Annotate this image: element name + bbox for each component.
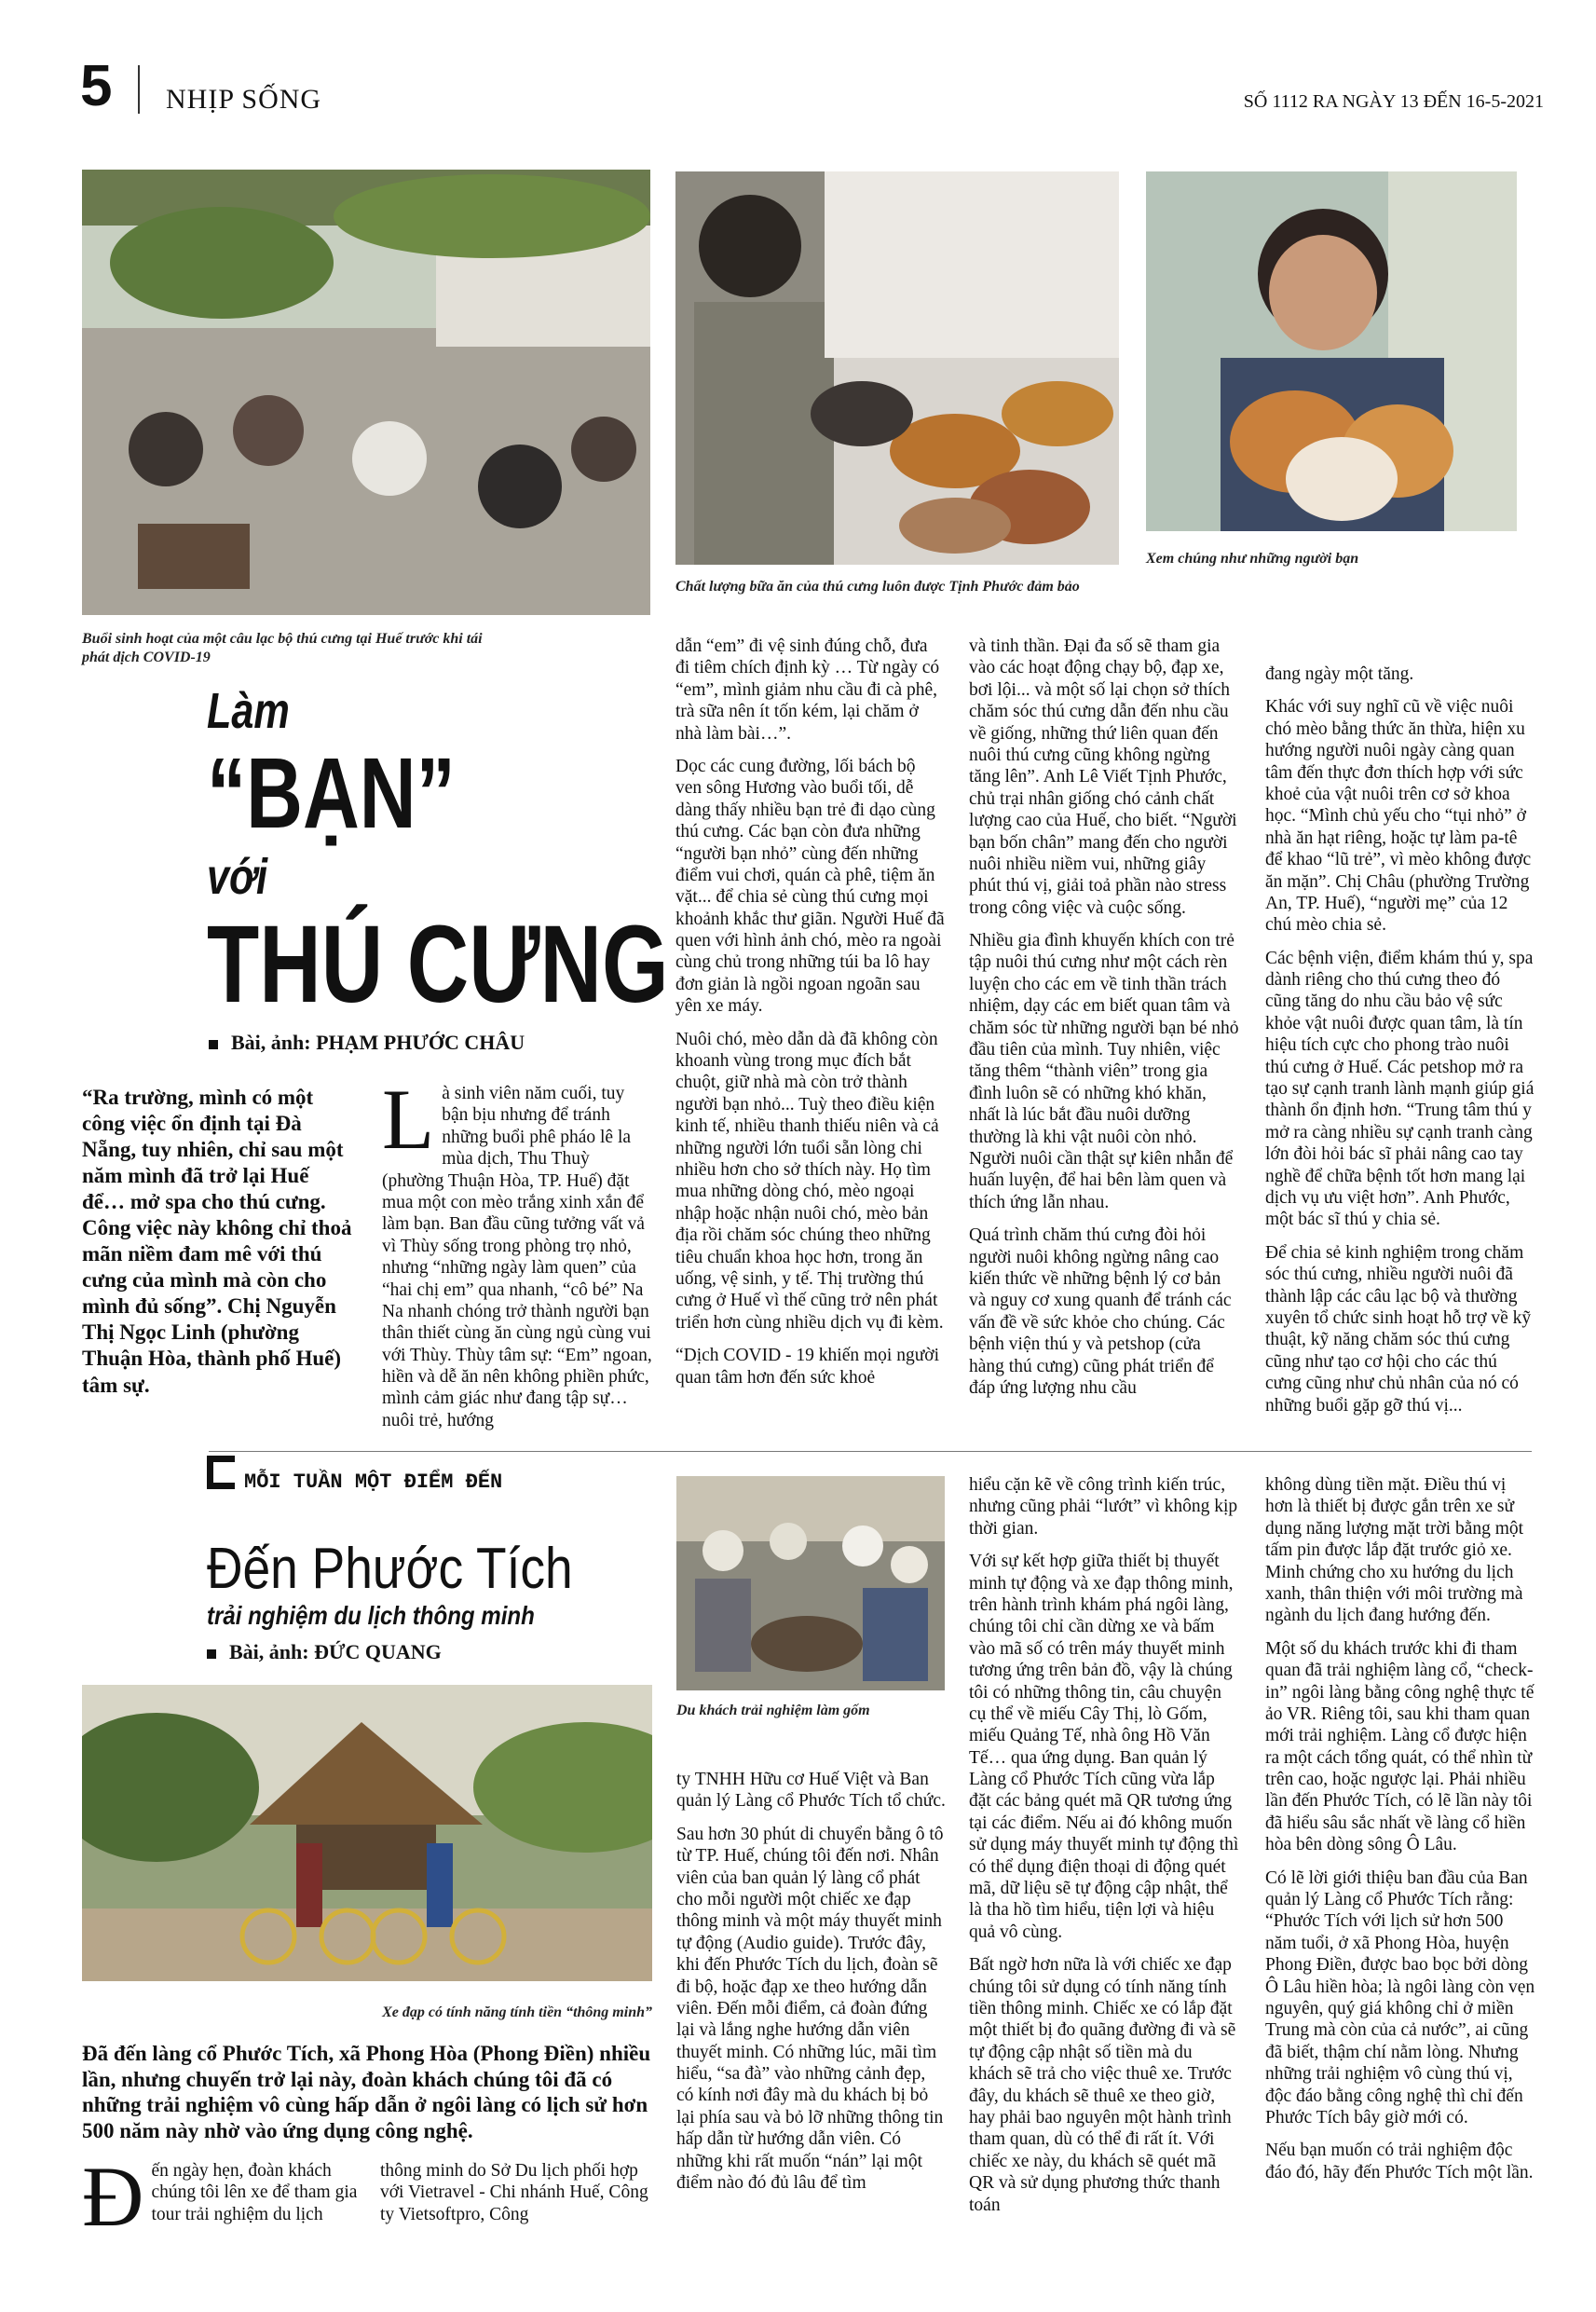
article2-col1-text: ến ngày hẹn, đoàn khách chúng tôi lên xe để tham gia tour trải nghiệm du lịch — [151, 2161, 358, 2224]
article2-col3 — [676, 1769, 947, 2205]
caption-pet-meal: Chất lượng bữa ăn của thú cưng luôn được Tịnh Phước đảm bảo — [675, 579, 1080, 595]
paragraph: Dọc các cung đường, lối bách bộ ven sông Hương vào buổi tối, dễ dàng thấy nhiều bạn trẻ đi dạo cùng thú cưng. Các bạn còn đưa những “người bạn nhỏ” cùng đến những điểm vui chơi, quán cà phê, tiệm ăn vặt... để chia sẻ cùng thú cưng mọi khoảnh khắc thư giãn. Người Huế đã quen với hình ảnh chó, mèo ra ngoài cùng chủ trong những túi ba lô hay đơn giản là ngồi ngoan ngoãn sau yên xe máy. — [675, 756, 945, 1017]
byline-article2 — [207, 1640, 442, 1664]
pullquote-article1: “Ra trường, mình có một công việc ổn định tại Đà Nẵng, tuy nhiên, chỉ sau một năm mình đã trở lại Huế để… mở spa cho thú cưng. Công việc này không chỉ thoả mãn niềm đam mê với thú cưng của mình mà còn cho mình đủ sống”. Chị Nguyễn Thị Ngọc Linh (phường Thuận Hòa, thành phố Huế) tâm sự. — [82, 1086, 352, 1397]
paragraph: Một số du khách trước khi đi tham quan đã trải nghiệm làng cổ, “check-in” ngôi làng bằng công nghệ thực tế ảo VR. Riêng tôi, sau khi tham quan mới trải nghiệm. Làng cổ được hiện ra một cách tổng quát, có thể nhìn từ trên cao, hoặc ngược lại. Phải nhiều lần đến Phước Tích, có lẽ lần này tôi đã hiểu sâu sắc nhất về làng cổ hiền hòa bên dòng sông Ô Lâu. — [1265, 1638, 1535, 1855]
paragraph: thông minh do Sở Du lịch phối hợp với Vietravel - Chi nhánh Huế, Công ty Vietsoftpro, Công — [380, 2161, 648, 2224]
caption-bicycles: Xe đạp có tính năng tính tiền “thông minh” — [382, 2004, 652, 2020]
paragraph: Các bệnh viện, điểm khám thú y, spa dành riêng cho thú cưng theo đó cũng tăng do nhu cầu bảo vệ sức khỏe vật nuôi được quan tâm, là tín hiệu tích cực cho phong trào nuôi thú cưng ở Huế. Các petshop mở ra tạo sự cạnh tranh lành mạnh giúp giá thành ổn định hơn. “Trung tâm thú y mở ra càng nhiều sự cạnh tranh càng lớn đòi hỏi bác sĩ phải nâng cao tay nghề để chữa bệnh tốt hơn mang lại dịch vụ ưu việt hơn”. Anh Phước, một bác sĩ thú y chia sẻ. — [1265, 948, 1535, 1230]
caption-puppies: Xem chúng như những người bạn — [1146, 551, 1359, 567]
article2-title: Đến Phước Tích — [207, 1537, 573, 1601]
title-thu-cung: THÚ CƯNG — [207, 903, 669, 1026]
paragraph: đang ngày một tăng. — [1265, 664, 1414, 684]
article1-col3 — [969, 636, 1239, 1410]
article-divider — [209, 1451, 1532, 1452]
photo-bicycles — [82, 1685, 652, 1981]
article1-col2 — [675, 636, 946, 1400]
paragraph: Quá trình chăm thú cưng đòi hỏi người nuôi không ngừng nâng cao kiến thức về những bệnh lý cơ bản và nguy cơ xung quanh để tránh các vấn đề về sức khỏe cho chúng. Các bệnh viện thú y và petshop (cửa hàng thú cưng) cũng phát triển để đáp ứng lượng nhu cầu — [969, 1225, 1232, 1398]
paragraph: Để chia sẻ kinh nghiệm trong chăm sóc thú cưng, nhiều người nuôi đã thành lập các câu lạc bộ và thường xuyên tổ chức sinh hoạt hỗ trợ về kỹ thuật, kỹ năng chăm sóc thú cưng cũng như tạo cơ hội cho các thú cưng cũng như chủ nhân của nó có những buổi gặp gỡ thú vị... — [1265, 1242, 1532, 1416]
paragraph: dẫn “em” đi vệ sinh đúng chỗ, đưa đi tiêm chích định kỳ … Từ ngày có “em”, mình giảm nhu cầu đi cà phê, trà sữa nên ít tốn kém, lại chăm ở nhà làm bài…”. — [675, 636, 940, 744]
paragraph: Nhiều gia đình khuyến khích con trẻ tập nuôi thú cưng như một cách rèn luyện cho các em về tinh thần trách nhiệm, dạy các em biết quan tâm và chăm sóc từ những người bạn bé nhỏ đầu tiên của mình. Tuy nhiên, việc tăng thêm “thành viên” trong gia đình luôn sẽ có những khó khăn, nhất là lúc bắt đầu nuôi dưỡng thường là khi vật nuôi còn nhỏ. Người nuôi cần thật sự kiên nhẫn để huấn luyện, để hai bên làm quen và thích ứng lẫn nhau. — [969, 931, 1239, 1212]
article1-col1 — [382, 1072, 652, 1443]
article2-col2 — [380, 2160, 656, 2237]
kicker-mot-tuan: MỖI TUẦN MỘT ĐIỂM ĐẾN — [244, 1471, 503, 1494]
caption-pet-club: Buổi sinh hoạt của một câu lạc bộ thú cưng tại Huế trước khi tái phát dịch COVID-19 — [82, 631, 483, 665]
byline-article1 — [209, 1031, 525, 1055]
header-divider — [138, 65, 140, 114]
photo-pet-club — [82, 170, 650, 615]
issue-info: SỐ 1112 RA NGÀY 13 ĐẾN 16-5-2021 — [1243, 91, 1544, 112]
paragraph: Nuôi chó, mèo dẫn dà đã không còn khoanh vùng trong mục đích bắt chuột, giữ nhà mà còn trở thành người bạn nhỏ... Tuỳ theo điều kiện kinh tế, nhiều thanh thiếu niên và cả những người lớn tuổi sẵn lòng chi nhiều hơn cho sở thích này. Họ tìm mua những dòng chó, mèo ngoại nhập hoặc nhận nuôi chó, mèo bản địa rồi chăm sóc chúng theo những tiêu chuẩn khoa học hơn, trong ăn uống, vệ sinh, y tế. Thị trường thú cưng ở Huế vì thế cũng trở nên phát triển hơn cùng nhiều dịch vụ đi kèm. — [675, 1029, 944, 1333]
paragraph: Có lẽ lời giới thiệu ban đầu của Ban quản lý Làng cổ Phước Tích rằng: “Phước Tích với lịch sử hơn 500 năm tuổi, ở xã Phong Hòa, huyện Phong Điền, được bao bọc bởi dòng Ô Lâu hiền hòa; là ngôi làng còn vẹn nguyên, quý giá không chỉ ở miền Trung mà còn của cả nước”, ai cũng đã biết, thậm chí nằm lòng. Nhưng những trải nghiệm vô cùng thú vị, độc đáo bằng công nghệ thì chỉ đến Phước Tích bây giờ mới có. — [1265, 1867, 1535, 2127]
paragraph: Với sự kết hợp giữa thiết bị thuyết minh tự động và xe đạp thông minh, trên hành trình khám phá ngôi làng, chúng tôi chỉ cần dừng xe và bấm vào mã số có trên máy thuyết minh tương ứng trên bản đồ, vậy là chúng tôi có những thông tin, câu chuyện cụ thể về miếu Cây Thị, lò Gốm, miếu Quảng Tế, nhà ông Hồ Văn Tế… qua ứng dụng. Ban quản lý Làng cổ Phước Tích cũng vừa lắp đặt các bảng quét mã QR tương ứng tại các điểm. Nếu ai đó không muốn sử dụng máy thuyết minh tự động thì có thể dụng điện thoại di động quét mã, dữ liệu sẽ tự động cập nhật, thể là tha hồ tìm hiểu, tiện lợi và hiệu quả vô cùng. — [969, 1552, 1239, 1942]
paragraph: và tinh thần. Đại đa số sẽ tham gia vào các hoạt động chạy bộ, đạp xe, bơi lội... và một số lại chọn sở thích chăm sóc thú cưng dẫn đến nhu cầu về giống, những thứ liên quan đến nuôi thú cưng cũng không ngừng tăng lên”. Anh Lê Viết Tịnh Phước, chủ trại nhân giống chó cảnh chất lượng cao của Huế, cho biết. “Người bạn bốn chân” mang đến cho người nuôi nhiều niềm vui, những giây phút thú vị, giải toả phần nào stress trong công việc và cuộc sống. — [969, 636, 1237, 918]
paragraph: Bất ngờ hơn nữa là với chiếc xe đạp chúng tôi sử dụng có tính năng tính tiền thông minh. Chiếc xe có lắp đặt một thiết bị đo quãng đường đi và sẽ tự động cập nhật số tiền mà du khách sẽ trả cho việc thuê xe. Trước đây, du khách sẽ thuê xe theo giờ, hay phải bao nguyên một hành trình tham quan, dù có thể đi rất ít. Với chiếc xe này, du khách sẽ quét mã QR và sử dụng phương thức thanh toán — [969, 1955, 1236, 2215]
article2-col4 — [969, 1474, 1239, 2227]
article2-lead: Đã đến làng cổ Phước Tích, xã Phong Hòa (Phong Điền) nhiều lần, nhưng chuyến trở lại này, đoàn khách chúng tôi đã có những trải nghiệm vô cùng hấp dẫn ở ngôi làng có lịch sử hơn 500 năm này nhờ vào ứng dụng công nghệ. — [82, 2042, 651, 2142]
dropcap-d: Đ — [82, 2149, 144, 2244]
title-ban: “BẠN” — [207, 736, 456, 849]
photo-puppies — [1146, 171, 1517, 531]
photo-pottery — [676, 1476, 945, 1690]
photo-pet-meal — [675, 171, 1119, 565]
byline-text: Bài, ảnh: ĐỨC QUANG — [229, 1640, 442, 1663]
paragraph: Sau hơn 30 phút di chuyển bằng ô tô từ TP. Huế, chúng tôi đến nơi. Nhân viên của ban quản lý làng cổ phát cho mỗi người một chiếc xe đạp thông minh và một máy thuyết minh tự động (Audio guide). Trước đây, khi đến Phước Tích du lịch, đoàn sẽ đi bộ, hoặc đạp xe theo hướng dẫn viên. Đến mỗi điểm, cả đoàn đứng lại và lắng nghe hướng dẫn viên thuyết minh. Có những lúc, mãi tìm hiểu, “sa đà” vào những cảnh đẹp, có kính nơi đây mà du khách bị bỏ lại phía sau và bỏ lỡ những thông tin hấp dẫn từ hướng dẫn viên. Có những khi rất muốn “nán” lại một điểm nào đó đủ lâu để tìm — [676, 1824, 944, 2194]
paragraph: không dùng tiền mặt. Điều thú vị hơn là thiết bị được gắn trên xe sử dụng năng lượng mặt trời bằng một tấm pin được lắp đặt trước giỏ xe. Minh chứng cho xu hướng du lịch xanh, thân thiện với môi trường mà ngành du lịch đang hướng đến. — [1265, 1475, 1524, 1626]
title-lam: Làm — [207, 683, 290, 739]
section-name: NHỊP SỐNG — [166, 84, 322, 115]
page-number: 5 — [80, 54, 113, 118]
byline-text: Bài, ảnh: PHẠM PHƯỚC CHÂU — [231, 1031, 525, 1054]
article2-col5 — [1265, 1474, 1535, 2195]
byline-square-icon — [207, 1649, 216, 1659]
article2-subtitle: trải nghiệm du lịch thông minh — [207, 1601, 535, 1630]
kicker-bracket-icon — [207, 1456, 235, 1489]
byline-square-icon — [209, 1040, 218, 1049]
dropcap-l: L — [382, 1072, 435, 1167]
title-voi: với — [207, 849, 268, 905]
paragraph: Nếu bạn muốn có trải nghiệm độc đáo đó, hãy đến Phước Tích một lần. — [1265, 2141, 1534, 2182]
paragraph: Khác với suy nghĩ cũ về việc nuôi chó mèo bằng thức ăn thừa, hiện xu hướng người nuôi ngày càng quan tâm đến thực đơn thích hợp với sức khoẻ của vật nuôi trên cơ sở khoa học. “Mình chủ yếu cho “tụi nhỏ” ở nhà ăn hạt riêng, hoặc tự làm pa-tê để khao “lũ trẻ”, vì mèo không được ăn mặn”. Chị Châu (phường Trường An, TP. Huế), “người mẹ” của 12 chú mèo chia sẻ. — [1265, 697, 1532, 936]
paragraph: “Dịch COVID - 19 khiến mọi người quan tâm hơn đến sức khoẻ — [675, 1346, 940, 1388]
paragraph: hiểu cặn kẽ về công trình kiến trúc, nhưng cũng phải “lướt” vì không kịp thời gian. — [969, 1475, 1238, 1539]
caption-pottery: Du khách trải nghiệm làm gốm — [676, 1703, 870, 1718]
article2-col1 — [82, 2149, 358, 2244]
paragraph: ty TNHH Hữu cơ Huế Việt và Ban quản lý Làng cổ Phước Tích tổ chức. — [676, 1770, 946, 1812]
article1-col1-text: à sinh viên năm cuối, tuy bận bịu nhưng để tránh những buổi phê pháo lê la mùa dịch, Thu Thuỳ (phường Thuận Hòa, TP. Huế) đặt mua một con mèo trắng xinh xắn để làm bạn. Ban đầu cũng tưởng vất vả vì Thùy sống trong phòng trọ nhỏ, nhưng “những ngày làm quen” của “hai chị em” qua nhanh, “cô bé” Na Na nhanh chóng trở thành người bạn thân thiết cùng ăn cùng ngủ cùng vui với Thùy. Thùy tâm sự: “Em” ngoan, hiền và dễ ăn nên không phiền phức, mình cảm giác như đang tập sự… nuôi trẻ, hướng — [382, 1084, 652, 1430]
article1-col4 — [1265, 664, 1535, 1428]
